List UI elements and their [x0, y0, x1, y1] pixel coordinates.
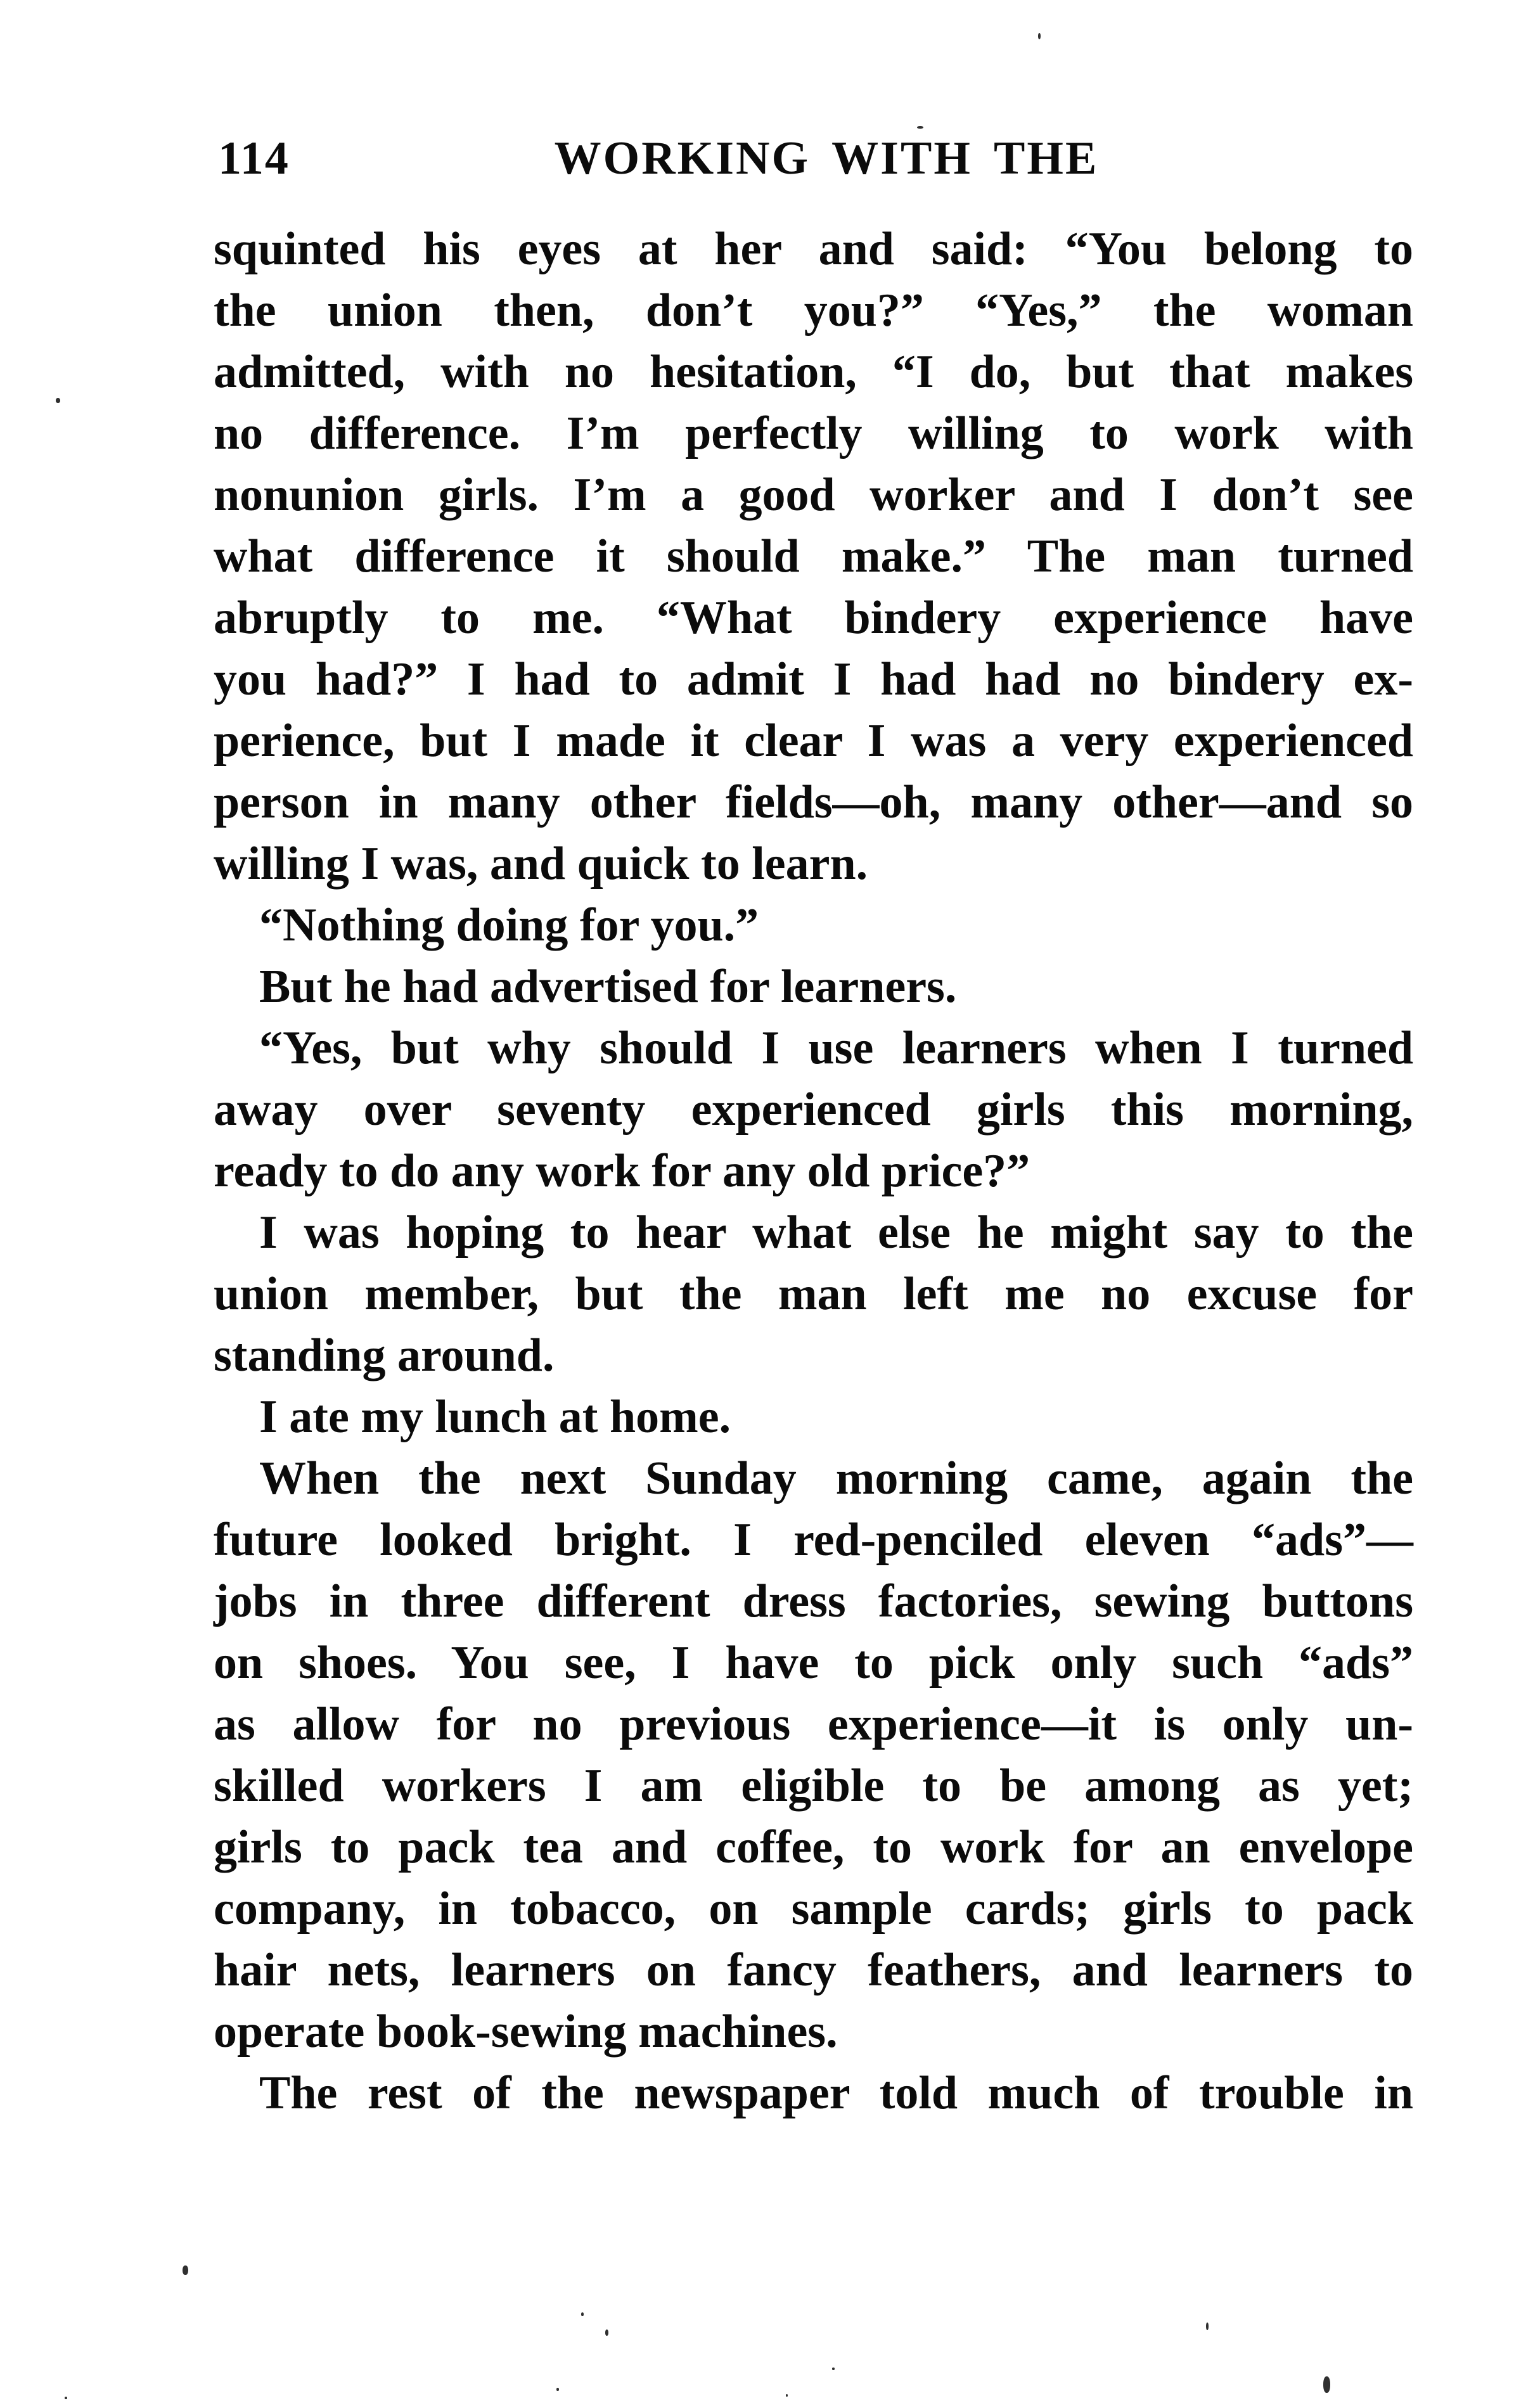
text-line: admitted, with no hesitation, “I do, but that makes — [214, 346, 1413, 398]
text-line: what difference it should make.” The man turned — [214, 530, 1413, 582]
scan-speck — [1323, 2376, 1330, 2393]
text-line: ready to do any work for any old price?” — [214, 1145, 1030, 1197]
scan-speck — [56, 398, 60, 403]
scan-speck — [832, 2368, 835, 2370]
text-line: “Yes, but why should I use learners when I turned — [259, 1022, 1413, 1074]
text-line: I ate my lunch at home. — [259, 1391, 731, 1443]
text-line: on shoes. You see, I have to pick only such “ads” — [214, 1637, 1413, 1689]
text-line: hair nets, learners on fancy feathers, and learners to — [214, 1944, 1413, 1996]
text-line: union member, but the man left me no excuse for — [214, 1268, 1413, 1320]
scan-speck — [65, 2397, 67, 2399]
text-line: operate book-sewing machines. — [214, 2006, 838, 2058]
text-line: skilled workers I am eligible to be among as yet; — [214, 1760, 1413, 1812]
text-line: you had?” I had to admit I had had no bindery ex- — [214, 653, 1413, 705]
text-line: company, in tobacco, on sample cards; girls to pack — [214, 1883, 1413, 1935]
text-line: abruptly to me. “What bindery experience have — [214, 592, 1413, 644]
text-line: the union then, don’t you?” “Yes,” the woman — [214, 285, 1413, 336]
scan-speck — [183, 2265, 188, 2275]
text-line: But he had advertised for learners. — [259, 961, 957, 1013]
text-line: away over seventy experienced girls this morning, — [214, 1084, 1413, 1136]
page-number: 114 — [218, 132, 290, 184]
scan-speck — [786, 2394, 788, 2397]
body-text-block — [214, 219, 1413, 2124]
scan-speck — [605, 2329, 608, 2336]
text-line: I was hoping to hear what else he might say to the — [259, 1207, 1413, 1259]
text-line: jobs in three different dress factories, sewing buttons — [214, 1575, 1413, 1627]
text-line: When the next Sunday morning came, again the — [259, 1452, 1413, 1504]
text-line: squinted his eyes at her and said: “You belong to — [214, 223, 1413, 275]
running-header-title: WORKING WITH THE — [554, 132, 1099, 184]
scan-speck — [556, 2388, 559, 2391]
text-line: person in many other fields—oh, many other—and so — [214, 776, 1413, 828]
scan-speck — [1038, 33, 1041, 39]
text-line: no difference. I’m perfectly willing to work with — [214, 407, 1413, 459]
page-header — [0, 129, 1540, 189]
text-line: girls to pack tea and coffee, to work for an envelope — [214, 1821, 1413, 1873]
text-line: nonunion girls. I’m a good worker and I don’t see — [214, 469, 1413, 521]
text-line: standing around. — [214, 1330, 555, 1381]
text-line: The rest of the newspaper told much of trouble in — [259, 2067, 1413, 2119]
scan-speck — [1206, 2323, 1209, 2330]
text-line: perience, but I made it clear I was a very experienced — [214, 715, 1413, 767]
text-line: as allow for no previous experience—it is only un- — [214, 1698, 1413, 1750]
text-line: “Nothing doing for you.” — [259, 899, 759, 951]
text-line: willing I was, and quick to learn. — [214, 838, 868, 890]
text-line: future looked bright. I red-penciled eleven “ads”— — [214, 1514, 1413, 1566]
scan-speck — [917, 126, 923, 129]
scan-speck — [581, 2312, 584, 2316]
